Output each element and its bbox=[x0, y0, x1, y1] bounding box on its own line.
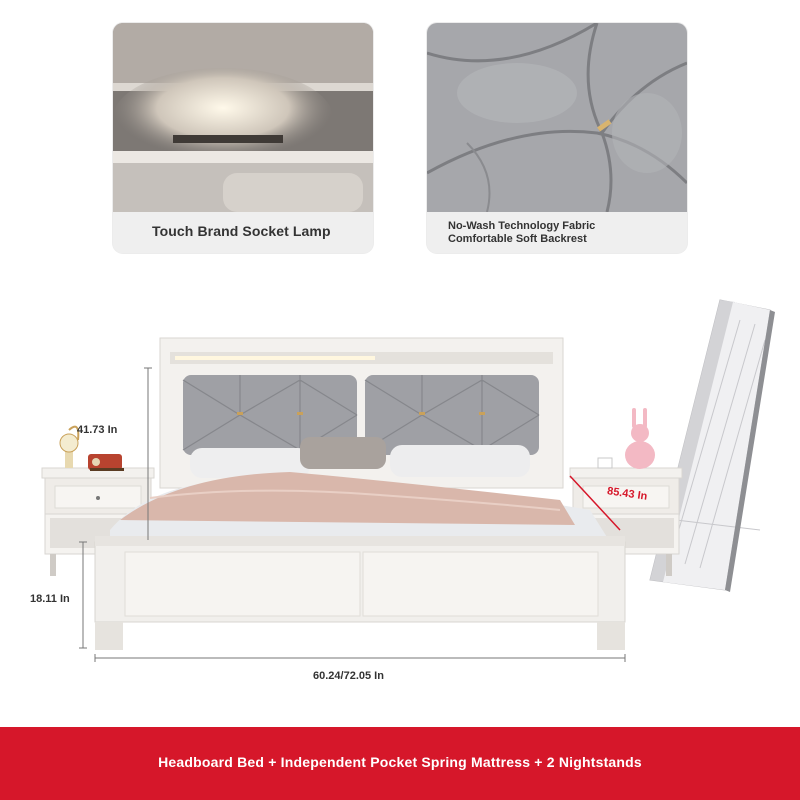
dimension-headboard-height: 41.73 In bbox=[77, 424, 118, 436]
feature-caption-fabric-line2: Comfortable Soft Backrest bbox=[448, 233, 587, 245]
product-banner bbox=[0, 727, 800, 800]
dimension-frame-height: 18.11 In bbox=[30, 593, 70, 605]
socket-lamp-photo bbox=[113, 23, 373, 212]
feature-card-lamp bbox=[113, 23, 373, 253]
banner-text: Headboard Bed + Independent Pocket Spring Mattress + 2 Nightstands bbox=[158, 754, 642, 770]
feature-caption-fabric-line1: No-Wash Technology Fabric bbox=[448, 220, 596, 232]
fabric-closeup-photo bbox=[427, 23, 687, 212]
feature-card-fabric bbox=[427, 23, 687, 253]
feature-caption-lamp: Touch Brand Socket Lamp bbox=[152, 223, 331, 239]
dimension-length: 85.43 In bbox=[606, 485, 648, 503]
bed-set-illustration bbox=[0, 280, 800, 720]
dimension-width: 60.24/72.05 In bbox=[313, 670, 384, 682]
bed-frame bbox=[95, 472, 625, 650]
